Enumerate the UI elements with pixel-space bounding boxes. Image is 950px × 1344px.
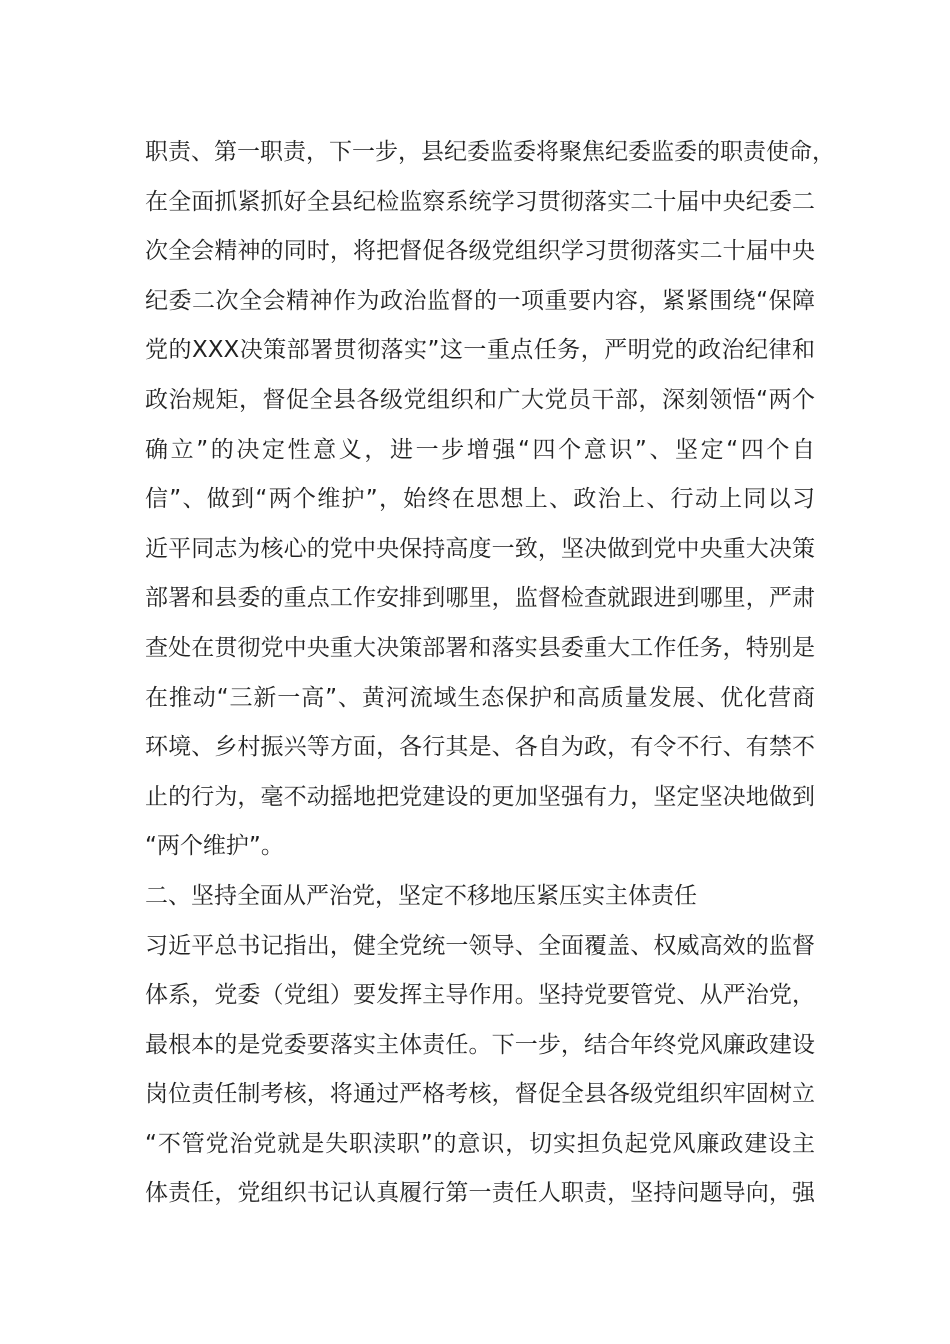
paragraph-line: 最根本的是党委要落实主体责任。下一步，结合年终党风廉政建设 <box>145 1031 815 1058</box>
body-text <box>145 128 835 1219</box>
paragraph-line: 习近平总书记指出，健全党统一领导、全面覆盖、权威高效的监督 <box>145 932 815 959</box>
paragraph-line: 党的XXX决策部署贯彻落实”这一重点任务，严明党的政治纪律和 <box>145 337 815 364</box>
paragraph-line: 职责、第一职责，下一步，县纪委监委将聚焦纪委监委的职责使命， <box>145 139 835 165</box>
paragraph-line: 次全会精神的同时，将把督促各级党组织学习贯彻落实二十届中央 <box>145 238 815 265</box>
paragraph-line: “两个维护”。 <box>145 833 284 860</box>
paragraph-line: 纪委二次全会精神作为政治监督的一项重要内容，紧紧围绕“保障 <box>145 287 815 314</box>
paragraph-line: 部署和县委的重点工作安排到哪里，监督检查就跟进到哪里，严肃 <box>145 585 815 612</box>
paragraph-line: 岗位责任制考核，将通过严格考核，督促全县各级党组织牢固树立 <box>145 1081 815 1108</box>
paragraph-line: 信”、做到“两个维护”，始终在思想上、政治上、行动上同以习 <box>145 486 815 513</box>
paragraph-line: 近平同志为核心的党中央保持高度一致，坚决做到党中央重大决策 <box>145 535 815 562</box>
section-heading: 二、坚持全面从严治党，坚定不移地压紧压实主体责任 <box>145 882 697 909</box>
paragraph-line: “不管党治党就是失职渎职”的意识，切实担负起党风廉政建设主 <box>145 1130 815 1157</box>
paragraph-line: 止的行为，毫不动摇地把党建设的更加坚强有力，坚定坚决地做到 <box>145 783 815 810</box>
paragraph-line: 环境、乡村振兴等方面，各行其是、各自为政，有令不行、有禁不 <box>145 734 815 761</box>
paragraph-line: 在推动“三新一高”、黄河流域生态保护和高质量发展、优化营商 <box>145 684 815 711</box>
paragraph-line: 在全面抓紧抓好全县纪检监察系统学习贯彻落实二十届中央纪委二 <box>145 188 815 215</box>
paragraph-line: 政治规矩，督促全县各级党组织和广大党员干部，深刻领悟“两个 <box>145 386 815 413</box>
paragraph-line: 体系，党委（党组）要发挥主导作用。坚持党要管党、从严治党， <box>145 982 815 1009</box>
paragraph-line: 查处在贯彻党中央重大决策部署和落实县委重大工作任务，特别是 <box>145 634 815 661</box>
paragraph-line: 确立”的决定性意义，进一步增强“四个意识”、坚定“四个自 <box>145 436 815 463</box>
paragraph-line: 体责任，党组织书记认真履行第一责任人职责，坚持问题导向，强 <box>145 1180 815 1207</box>
